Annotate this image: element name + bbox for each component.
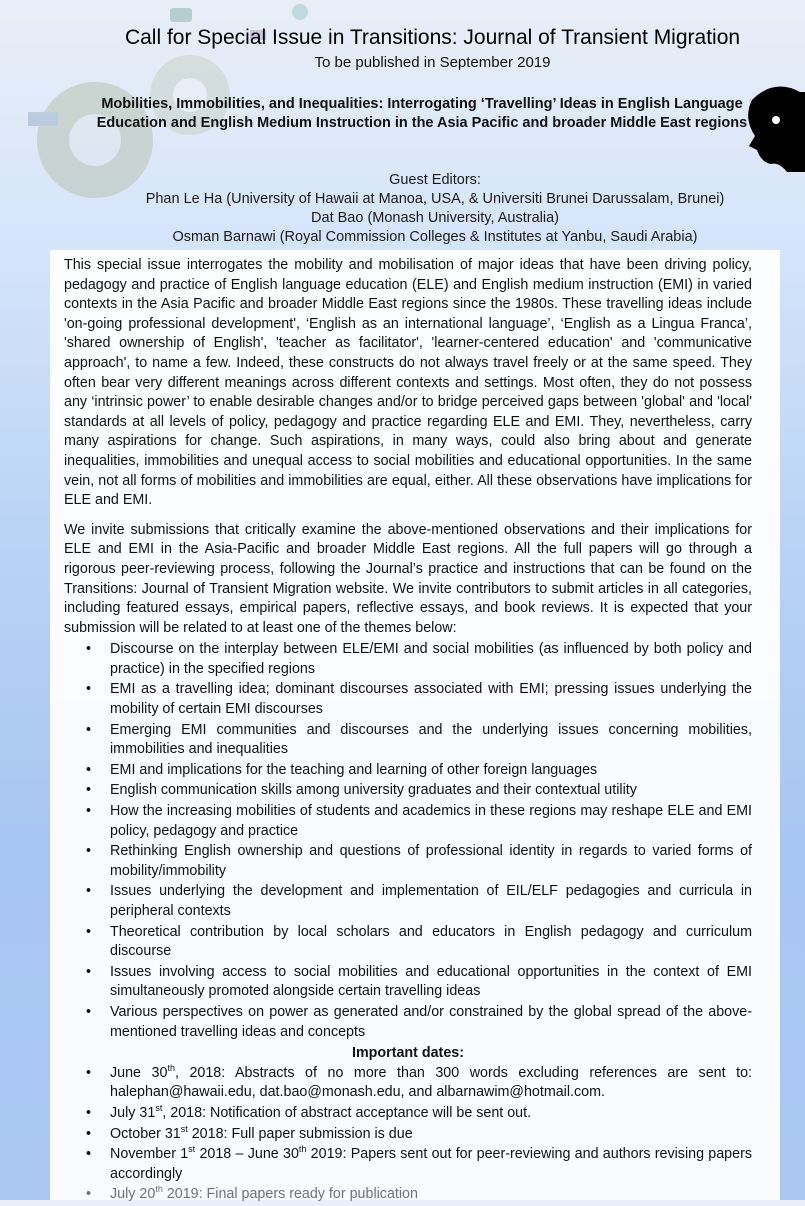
list-item: • Issues underlying the development and implementation of EIL/ELF pedagogies and curricula in peripheral contexts — [86, 883, 752, 919]
body-content — [64, 256, 752, 1206]
themes-list — [64, 640, 752, 1042]
issue-title: Mobilities, Immobilities, and Inequalities: Interrogating ‘Travelling’ Ideas in English Language Education and English Medium Instruction in the Asia Pacific and broader Middle East regions — [96, 96, 748, 131]
invitation-paragraph: We invite submissions that critically examine the above-mentioned observations and their implications for ELE and EMI in the Asia-Pacific and broader Middle East regions. All the full papers will go through a rigorous peer-reviewing process, following the Journal’s practice and instructions that can be found on the Transitions: Journal of Transient Migration website. We invite contributors to submit articles in all categories, including featured essays, empirical papers, reflective essays, and book reviews. It is expected that your submission will be related to at least one of the themes below: — [64, 521, 752, 636]
editor-name: Dat Bao (Monash University, Australia) — [311, 210, 559, 226]
list-item: • EMI and implications for the teaching and learning of other foreign languages — [86, 761, 598, 778]
head-silhouette-icon — [748, 87, 805, 172]
editor-name: Osman Barnawi (Royal Commission Colleges & Institutes at Yanbu, Saudi Arabia) — [172, 229, 698, 245]
page-subtitle: To be published in September 2019 — [314, 54, 551, 71]
date-item: • November 1st 2018 – June 30th 2019: Papers sent out for peer-reviewing and authors revising papers accordingly — [86, 1144, 752, 1182]
editors-heading: Guest Editors: — [389, 172, 481, 188]
list-item: • Various perspectives on power as generated and/or constrained by the global spread of the above-mentioned travelling ideas and concepts — [86, 1003, 752, 1040]
editor-name: Phan Le Ha (University of Hawaii at Manoa, USA, & Universiti Brunei Darussalam, Brunei) — [145, 191, 725, 207]
date-item: • June 30th, 2018: Abstracts of no more than 300 words excluding references are sent to: halephan@hawaii.edu, dat.bao@monash.edu, and albarnawim@hotmail.com. — [86, 1062, 752, 1101]
page-title: Call for Special Issue in Transitions: Journal of Transient Migration — [124, 26, 741, 49]
header — [0, 26, 805, 71]
intro-paragraph: This special issue interrogates the mobility and mobilisation of major ideas that have been driving policy, pedagogy and practice of English language education (ELE) and English medium instruction (EMI) in varied contexts in the Asia Pacific and broader Middle East regions since the 1980s. These travelling ideas include 'on-going professional development', ‘English as an international language’, ‘English as a Lingua Franca’, 'shared ownership of English', 'teacher as facilitator', 'learner-centered education' and 'communicative approach', to name a few. Indeed, these constructs do not always travel freely or at the same speed. They often bear very different meanings across different contexts and settings. Most often, they do not possess any ‘intrinsic power’ to enable desirable changes and/or to bridge perceived gaps between 'global' and 'local' standards at all levels of policy, pedagogy and practice regarding ELE and EMI. They, nevertheless, carry many aspirations for change. Such aspirations, in many ways, could also bring about and generate inequalities, immobilities and unequal access to social mobilities and educational opportunities. In the same vein, not all forms of mobilities and immobilities are equal, either. All these observations have implications for ELE and EMI. — [64, 257, 752, 509]
list-item: • Rethinking English ownership and questions of professional identity in regards to varied forms of mobility/immobility — [86, 843, 752, 879]
list-item: • How the increasing mobilities of students and academics in these regions may reshape ELE and EMI policy, pedagogy and practice — [86, 803, 752, 839]
list-item: • Discourse on the interplay between ELE/EMI and social mobilities (as influenced by both policy and practice) in the specified regions — [86, 641, 752, 677]
list-item: • EMI as a travelling idea; dominant discourses associated with EMI; pressing issues underlying the mobility of certain EMI discourses — [86, 681, 752, 718]
date-item: • July 31st, 2018: Notification of abstract acceptance will be sent out. — [86, 1103, 532, 1121]
list-item: • English communication skills among university graduates and their contextual utility — [86, 782, 637, 799]
important-dates-heading: Important dates: — [351, 1045, 464, 1062]
list-item: • Emerging EMI communities and discourses and the underlying issues concerning mobilities, immobilities and inequalities — [86, 721, 752, 758]
dates-list — [64, 1064, 752, 1205]
date-item: • July 20th 2019: Final papers ready for publication — [86, 1184, 418, 1203]
date-item: • October 31st 2018: Full paper submission is due — [86, 1123, 413, 1142]
list-item: • Theoretical contribution by local scholars and educators in English pedagogy and curriculum discourse — [86, 923, 752, 960]
list-item: • Issues involving access to social mobilities and educational opportunities in the context of EMI simultaneously promoted alongside certain travelling ideas — [86, 963, 752, 1000]
laptop-icon — [28, 112, 58, 126]
guest-editors — [70, 171, 800, 247]
